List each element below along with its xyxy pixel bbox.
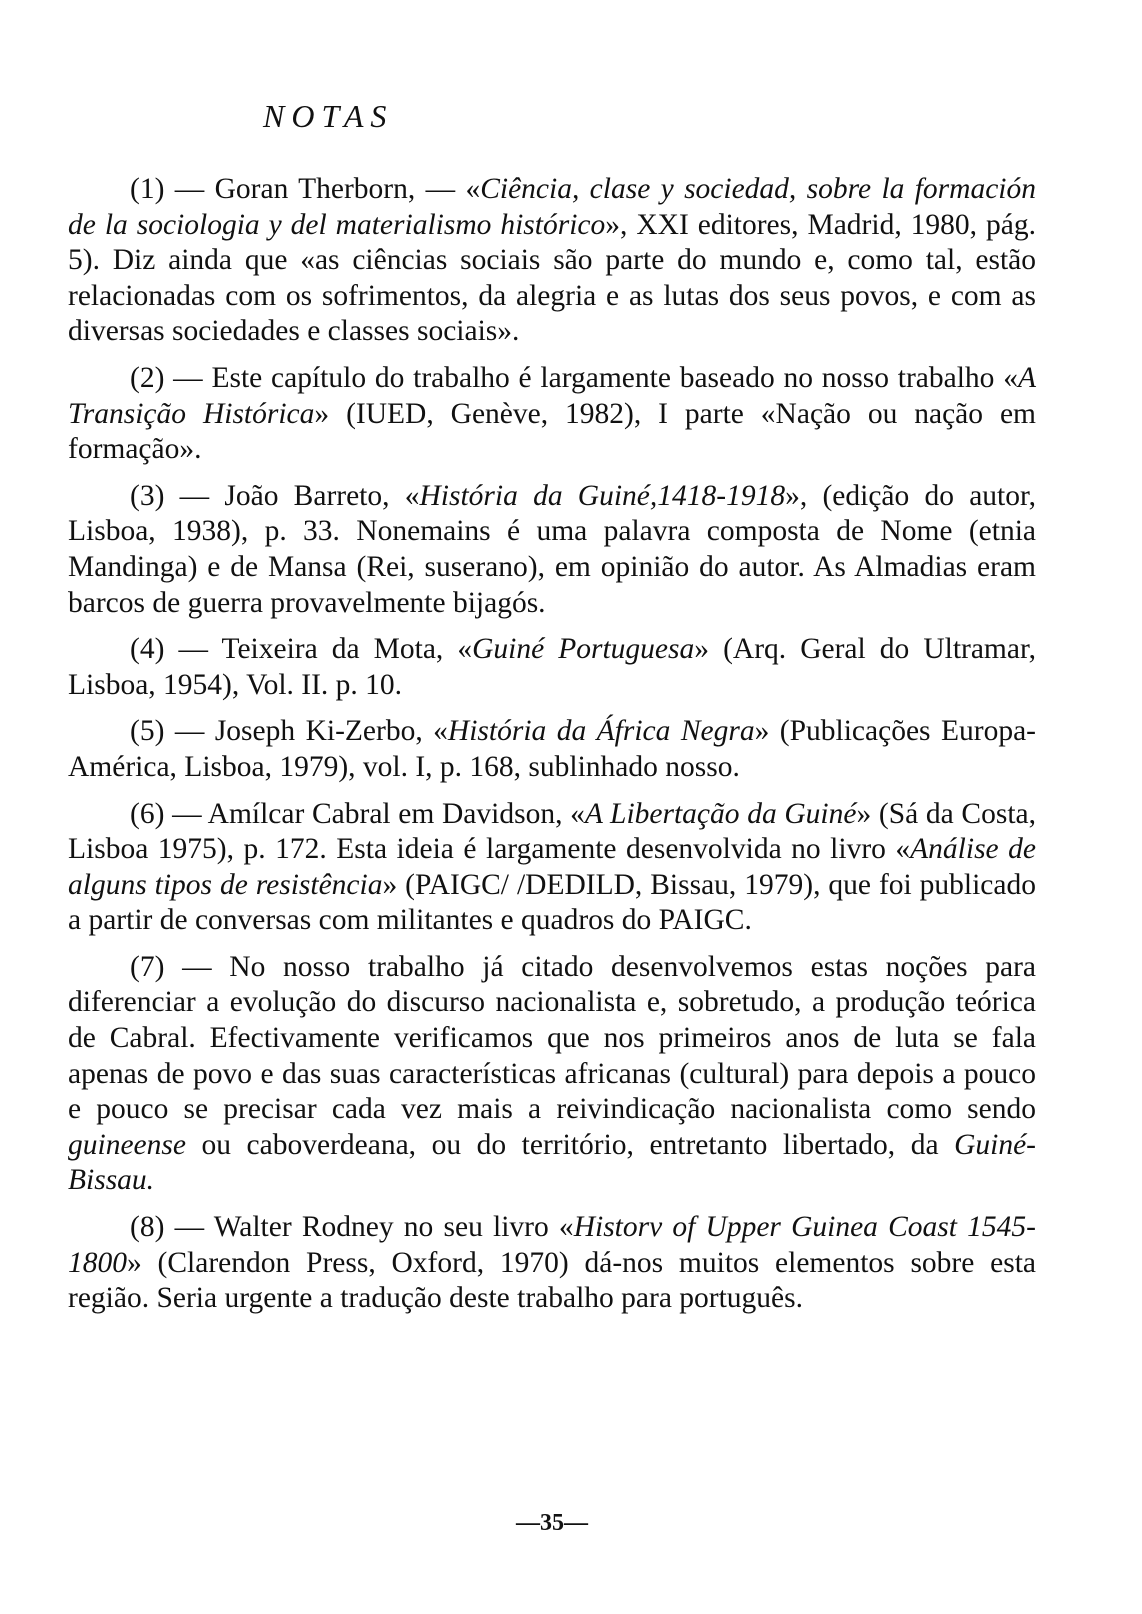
emphasis: Guiné-Bissau. xyxy=(68,1128,1036,1197)
cited-title: História da Guiné,1418-1918 xyxy=(419,479,786,512)
cited-title: Guiné Portuguesa xyxy=(472,633,695,666)
cited-title: A Transição Histórica xyxy=(68,361,1036,430)
note-number: (6) xyxy=(130,797,165,830)
note-6: (6) — Amílcar Cabral em Davidson, «A Libertação da Guiné» (Sá da Costa, Lisboa 1975), p. 172. Esta ideia é largamente desenvolvida no livro «Análise de alguns tipos de resistência» (PAIGC/ /DEDILD, Bissau, 1979), que foi publicado a partir de conversas com militantes e quadros do PAIGC. xyxy=(68,797,1037,937)
note-number: (5) xyxy=(130,715,165,748)
cited-title: Análise de alguns tipos de resistência xyxy=(68,833,1036,901)
note-8: (8) — Walter Rodney no seu livro «Historv of Upper Guinea Coast 1545-1800» (Clarendon Press, Oxford, 1970) dá-nos muitos elementos sobre esta região. Seria urgente a tradução deste trabalho para português. xyxy=(68,1211,1037,1315)
notes-list xyxy=(68,172,1036,1328)
cited-title: Historv of Upper Guinea Coast 1545-1800 xyxy=(68,1211,1037,1279)
page-number: —35— xyxy=(516,1510,588,1536)
note-number: (7) xyxy=(130,950,165,983)
cited-title: A Libertação da Guiné xyxy=(584,797,857,830)
note-3: (3) — João Barreto, «História da Guiné,1418-1918», (edição do autor, Lisboa, 1938), p. 33. Nonemains é uma palavra composta de Nome (etnia Mandinga) e de Mansa (Rei, suserano), em opinião do autor. As Almadias eram barcos de guerra provavelmente bijagós. xyxy=(68,479,1037,619)
page-title: NOTAS xyxy=(263,98,394,134)
note-5: (5) — Joseph Ki-Zerbo, «História da África Negra» (Publicações Europa-América, Lisboa, 1979), vol. I, p. 168, sublinhado nosso. xyxy=(68,715,1036,783)
note-number: (2) xyxy=(130,361,165,394)
note-7: (7) — No nosso trabalho já citado desenvolvemos estas noções para diferenciar a evolução do discurso nacionalista e, sobretudo, a produção teórica de Cabral. Efectivamente verificamos que nos primeiros anos de luta se fala apenas de povo e das suas características africanas (cultural) para depois a pouco e pouco se precisar cada vez mais a reivindicação nacionalista como sendo guineense ou caboverdeana, ou do território, entretanto libertado, da Guiné-Bissau. xyxy=(68,950,1036,1197)
note-number: (1) xyxy=(130,173,165,205)
emphasis: guineense xyxy=(68,1128,186,1161)
note-number: (8) xyxy=(130,1211,165,1244)
cited-title: História da África Negra xyxy=(447,715,755,748)
note-number: (3) xyxy=(130,479,165,512)
cited-title: Ciência, clase y sociedad, sobre la formación de la sociologia y del materialismo histórico xyxy=(68,173,1036,241)
note-1: (1) — Goran Therborn, — «Ciência, clase y sociedad, sobre la formación de la sociologia y del materialismo histórico», XXI editores, Madrid, 1980, pág. 5). Diz ainda que «as ciências sociais são parte do mundo e, como tal, estão relacionadas com os sofrimentos, da alegria e as lutas dos seus povos, e com as diversas sociedades e classes sociais». xyxy=(68,173,1036,348)
note-number: (4) xyxy=(130,633,165,666)
note-2: (2) — Este capítulo do trabalho é largamente baseado no nosso trabalho «A Transição Histórica» (IUED, Genève, 1982), I parte «Nação ou nação em formação». xyxy=(68,361,1036,466)
note-4: (4) — Teixeira da Mota, «Guiné Portuguesa» (Arq. Geral do Ultramar, Lisboa, 1954), Vol. II. p. 10. xyxy=(68,633,1036,701)
